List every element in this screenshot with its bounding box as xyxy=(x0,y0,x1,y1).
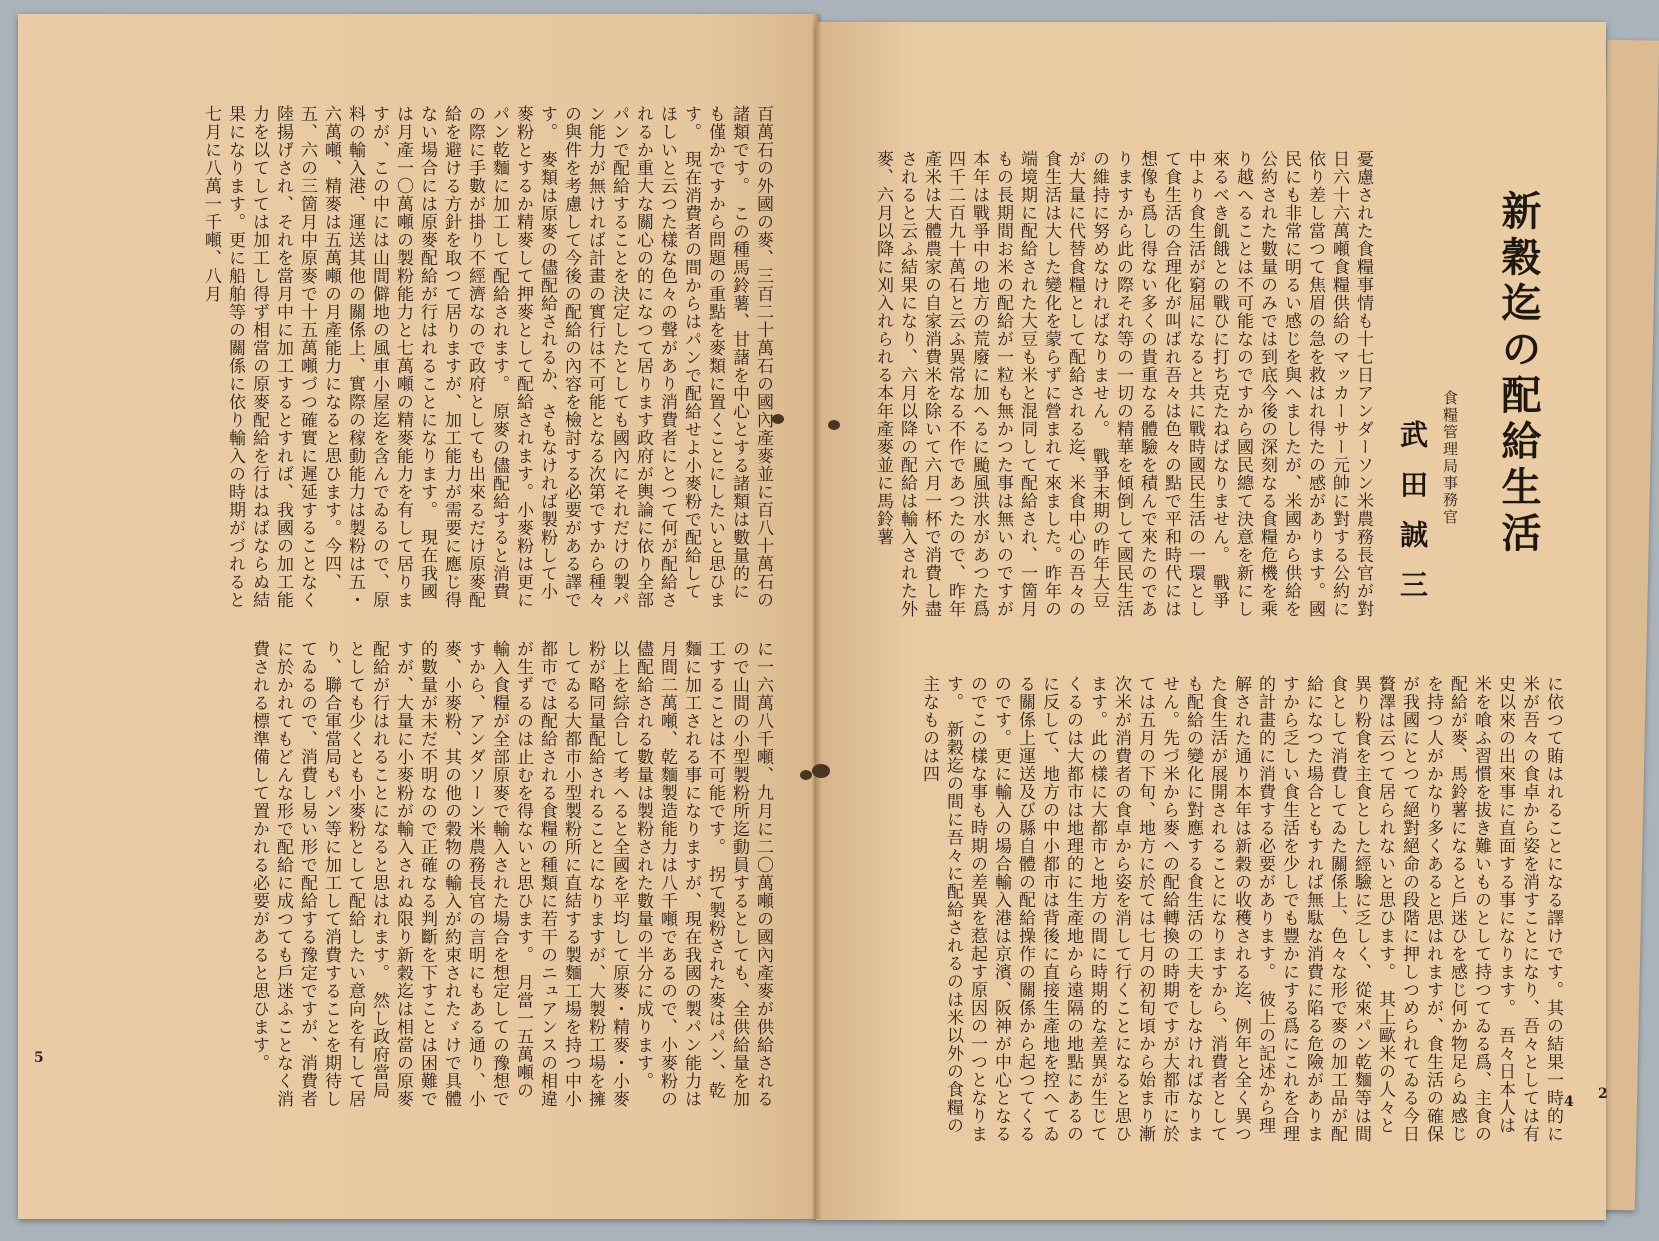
left-page-lower-text: に一六萬八千噸、九月に二〇萬噸の國內產麥が供給されるので山間の小型製粉所迄動員するとしても、全供給量を加工することは不可能です。 拐て製粉された麥はパン、乾麵に加工される事になりますが、現在我國の製パン能力は月間二萬噸、乾麵製造能力は八千噸であるので、小麥粉の儘配給される數量は製粉された數量の半分に成ります。 以上を綜合して考へると全國を平均して原麥・精麥・小麥粉が略同量配給されることになりますが、大製粉工場を擁してゐる大都市小型製粉所に直結する製麵工場を持つ中小都市では配給される食糧の種類に若干のニュアンスの相違が生ずるのは止むを得ないと思ひます。 月當一五萬噸の輸入食糧が全部原麥で輸入された場合を想定しての豫想ですから、アンダソーン米農務長官の言明にもある通り、小麥、小麥粉、其の他の穀物の輸入が約束されたゞけで具體的數量が未だ不明なので正確なる判斷を下すことは困難ですが、大量に小麥粉が輸入されぬ限り新穀迄は相當の原麥配給が行はれることになると思はれます。 然し政府當局としても少くとも小麥粉として配給したい意向を有して居り、聯合軍當局もパン等に加工して消費することを期待してゐるので、消費し易い形で配給する豫定ですが、消費者に於かれてもどんな形で配給に成つても戶迷ふことなく消費される標準備して置かれる必要があると思ひます。 xyxy=(249,640,773,1108)
right-page-upper-text: 憂慮された食糧事情も十七日アンダーソン米農務長官が對日六十六萬噸食糧供給のマッカーサー元帥に對する公約に依り差し當つて焦眉の急を救はれ得たの感があります。國民にも非常に明るい感じを與へましたが、米國から供給を公約された數量のみでは到底今後の深刻なる食糧危機を乘り越へることは不可能なのですから國民總て決意を新にし來るべき飢餓との戰ひに打ち克たねばなりません。 戰爭中より食生活が窮屈になると共に戰時國民生活の一環として食生活の合理化が叫ばれ吾々は色々の點で平和時代には想像も爲し得ない多くの貴重なる體驗を積んで來たのでありますから此の際それ等の一切の精華を傾倒して國民生活の維持に努めなければなりません。 戰爭末期の昨年大豆が大量に代替食糧として配給される迄、米食中心の吾々の食生活は大した變化を蒙らずに營まれて來ました。昨年の端境期に配給された大豆も米と混同して配給され、一箇月もの長期間お米の配給が一粒も無かつた事は無いのですが本年は戰爭中の地方の荒廢に加へるに颱風洪水があつた爲四千二百九十萬石と云ふ異常なる不作であつたので、昨年產米は大體農家の自家消費米を除いて六月一杯で消費し盡されると云ふ結果になり、六月以降の配給は輸入された外麥、六月以降に刈入れられる本年產麥並に馬鈴薯 xyxy=(873,150,1373,618)
article-title: 新穀迄の配給生活 xyxy=(1495,190,1542,558)
staple-hole xyxy=(812,764,830,778)
left-page-upper-text: 百萬石の外國の麥、三百二十萬石の國內產麥並に百八十萬石の諸類です。 この種馬鈴薯、甘藷を中心とする諸類は數量的にも僅かですから問題の重點を麥類に置くことにしたいと思ひます。 現在消費者の間からはパンで配給せよ小麥粉で配給してほしいと云つた樣な色々の聲があり消費者にとつて何が配給されるか重大な關心の的になつて居ります政府が輿論に依り全部パンで配給することを決定したとしても國內にそれだけの製パン能力が無ければ計畫の實行は不可能となる次第ですから種々の與件を考慮して今後の配給の內容を檢討する必要がある譯です。 麥類は原麥の儘配給されるか、さもなければ製粉して小麥粉とするか精麥して押麥として配給されます。小麥粉は更にパン乾麵に加工して配給されます。 原麥の儘配給すると消費の際に手數が掛り不經濟なので政府としても出來るだけ原麥配給を避ける方針を取つて居りますが、加工能力が需要に應じ得ない場合には原麥配給が行はれることになります。 現在我國は月產一〇萬噸の製粉能力と七萬噸の精麥能力を有して居りますが、この中には山間僻地の風車小屋迄を含んでゐるので、原料の輸入港、運送其他の關係上、實際の稼動能力は製粉は五・六萬噸、精麥は五萬噸の月產能力になると思ひます。今四、五、六の三箇月中原麥で十五萬噸づつ確實に遲延することなく陸揚げされ、それを當月中に加工するとすれば、我國の加工能力を以てしては加工し得ず相當の原麥配給を行はねばならぬ結果になります。更に船舶等の關係に依り輸入の時期がづれると七月に八萬一千噸、八月 xyxy=(201,105,773,609)
page-number-right-inner: 4 xyxy=(1564,1094,1574,1110)
right-page-lower-text: に依つて賄はれることになる譯けです。其の結果一時的に米が吾々の食卓から姿を消すことになり、吾々としては有史以來の出來事に直面する事になります。 吾々日本人は米を喰ふ習慣を拔き難いものとして持つてゐる爲、主食の配給が麥、馬鈴薯になると戶迷ひを感じ何か物足らぬ感じを持つ人がかなり多くあると思はれますが、食生活の確保が我國にとつて絕對絕命の段階に押しつめられてゐる今日贅澤は云つて居られないと思ひます。 其上歐米の人々と異り粉食を主食とした經驗に乏しく、從來パン乾麵等は間食として消費してゐた關係上、色々な形で麥の加工品が配給になつた場合ともすれば無駄な消費に陷る危險がありますから乏しい食生活を少しでも豐かにする爲にこれを合理的計畫的に消費する必要があります。 彼上の記述から理解された通り本年は新穀の收穫される迄、例年と全く異つた食生活が展開されることになりますから、消費者としても配給の變化に對應する食生活の工夫をしなければなりません。先づ米から麥への配給轉換の時期ですが大都市に於ては五月の下旬、地方に於ては七月の初旬頃から始まり漸次米が消費者の食卓から姿を消して行くことになると思ひます。此の樣に大都市と地方の間に時期的な差異が生じてくるのは大都市は地理的に生產地から遠隔の地點にあるのに反して、地方の中小都市は背後に直接生產地を控へてゐる關係上運送及び縣自體の配給操作の關係から起つてくるのです。更に輸入の場合輸入港は京濱、阪神が中心となるのでこの樣な事も時期の差異を惹起す原因の一つとなります。 新穀迄の間に吾々に配給されるのは米以外の食糧の主なものは四 xyxy=(919,675,1563,1143)
staple-hole xyxy=(800,770,812,780)
page-gutter xyxy=(812,14,822,1219)
staple-hole xyxy=(828,420,840,430)
author-name: 武田誠三 xyxy=(1396,420,1429,620)
page-number-left: 5 xyxy=(34,1050,44,1066)
page-number-right-outer: 2 xyxy=(1598,1086,1608,1102)
author-role: 食糧管理局事務官 xyxy=(1441,390,1459,526)
